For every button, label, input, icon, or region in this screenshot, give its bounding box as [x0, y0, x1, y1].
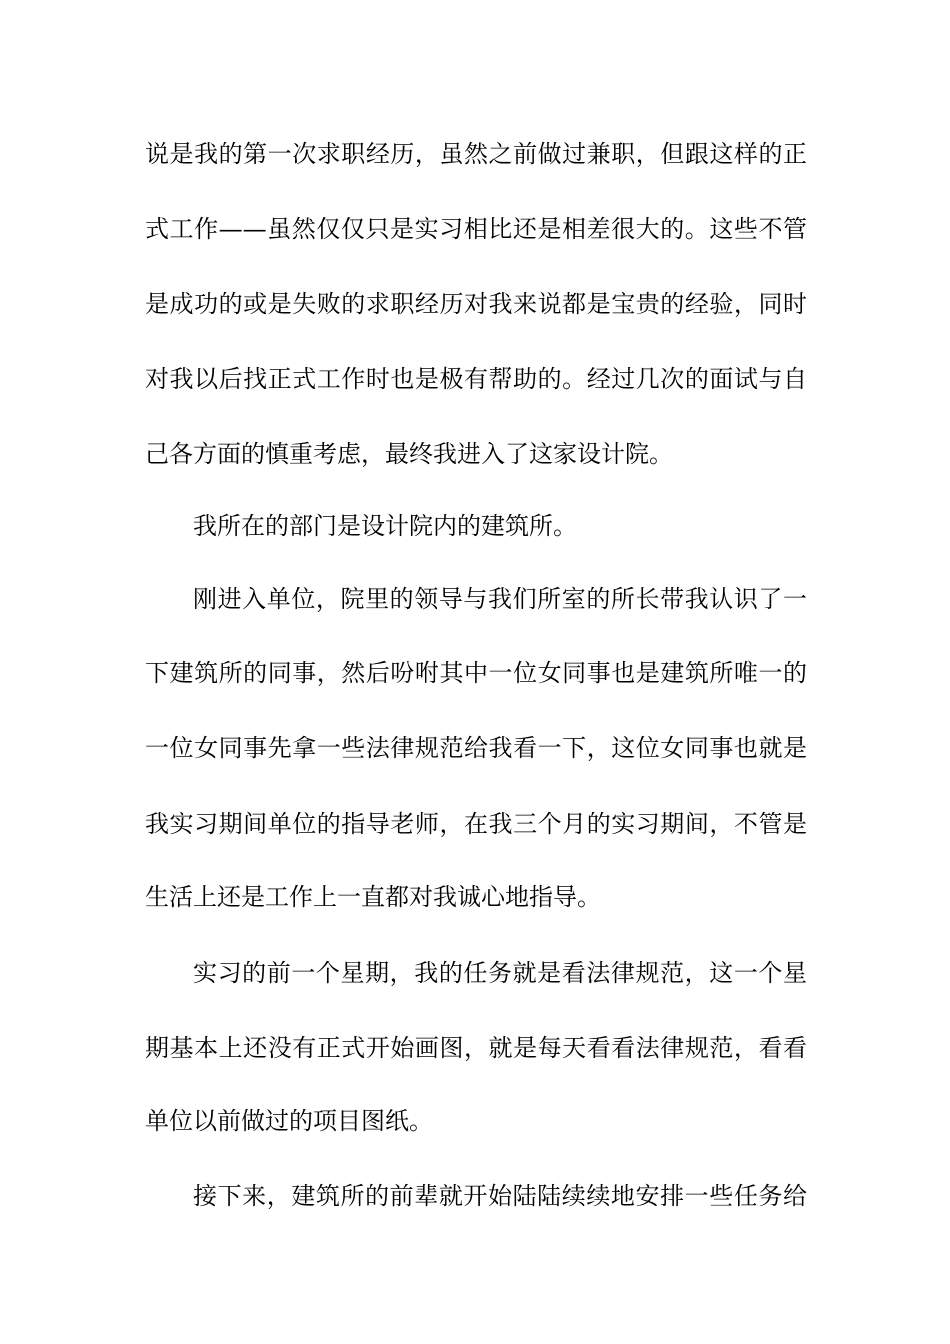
- text-line: 期基本上还没有正式开始画图，就是每天看看法律规范，看看: [145, 1034, 807, 1062]
- text-line: 生活上还是工作上一直都对我诚心地指导。: [145, 883, 601, 911]
- text-line: 我实习期间单位的指导老师，在我三个月的实习期间，不管是: [145, 810, 807, 838]
- text-line: 对我以后找正式工作时也是极有帮助的。经过几次的面试与自: [145, 365, 807, 393]
- text-line: 己各方面的慎重考虑，最终我进入了这家设计院。: [145, 440, 673, 468]
- paragraph-start-line: 刚进入单位，院里的领导与我们所室的所长带我认识了一: [193, 585, 807, 613]
- text-line: 是成功的或是失败的求职经历对我来说都是宝贵的经验，同时: [145, 290, 807, 318]
- paragraph-start-line: 实习的前一个星期，我的任务就是看法律规范，这一个星: [193, 959, 807, 987]
- text-line: 说是我的第一次求职经历，虽然之前做过兼职，但跟这样的正: [145, 140, 807, 168]
- text-line: 一位女同事先拿一些法律规范给我看一下，这位女同事也就是: [145, 734, 807, 762]
- text-line: 单位以前做过的项目图纸。: [145, 1107, 433, 1135]
- paragraph-start-line: 接下来，建筑所的前辈就开始陆陆续续地安排一些任务给: [193, 1182, 807, 1210]
- paragraph-start-line: 我所在的部门是设计院内的建筑所。: [193, 512, 577, 540]
- text-line: 下建筑所的同事，然后吩咐其中一位女同事也是建筑所唯一的: [145, 659, 807, 687]
- text-line: 式工作——虽然仅仅只是实习相比还是相差很大的。这些不管: [145, 215, 807, 243]
